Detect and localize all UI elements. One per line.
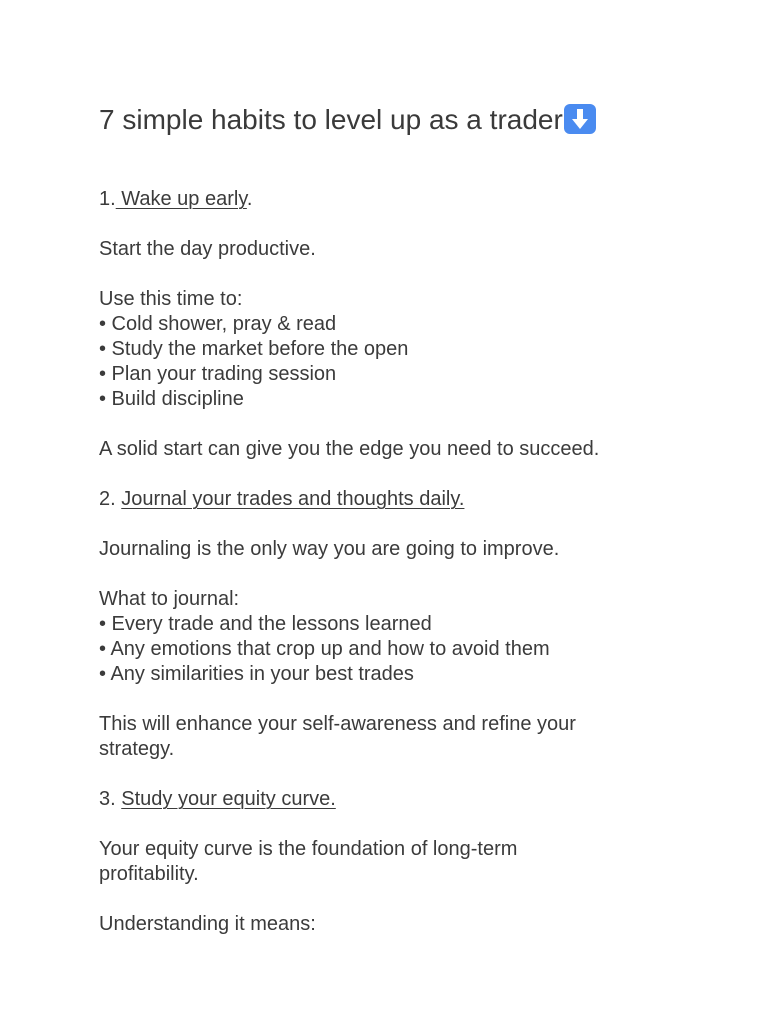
document-page <box>99 100 699 937</box>
list-item: • Plan your trading session <box>99 363 337 385</box>
section-1-heading-text: Wake up early <box>115 188 247 210</box>
section-2-closing-line-2: strategy. <box>99 738 175 760</box>
list-item: • Any emotions that crop up and how to avoid them <box>99 638 550 660</box>
section-3-intro-line-1: Your equity curve is the foundation of long-term <box>99 838 518 860</box>
list-item: • Build discipline <box>99 388 244 410</box>
section-1-closing: A solid start can give you the edge you need to succeed. <box>99 438 600 460</box>
section-2-intro: Journaling is the only way you are going to improve. <box>99 538 560 560</box>
title-text: 7 simple habits to level up as a trader <box>99 104 563 135</box>
section-1-heading-suffix: . <box>246 188 253 210</box>
section-3-intro-line-2: profitability. <box>99 863 199 885</box>
section-1-number: 1. <box>99 188 116 210</box>
section-3-heading-text: Study your equity curve. <box>121 788 336 810</box>
section-2-heading <box>99 487 699 512</box>
section-2-closing-line-1: This will enhance your self-awareness and refine your <box>99 713 576 735</box>
list-item: • Every trade and the lessons learned <box>99 613 432 635</box>
list-item: • Any similarities in your best trades <box>99 663 414 685</box>
section-2-number: 2. <box>99 488 122 510</box>
section-1-heading <box>99 187 699 212</box>
section-3-number: 3. <box>99 788 122 810</box>
section-3-heading <box>99 787 699 812</box>
section-2-list-label: What to journal: <box>99 588 240 610</box>
section-2-heading-text: Journal your trades and thoughts daily. <box>121 488 465 510</box>
section-1-list-label: Use this time to: <box>99 288 243 310</box>
list-item: • Cold shower, pray & read <box>99 313 337 335</box>
section-1-intro: Start the day productive. <box>99 238 316 260</box>
post-body <box>99 187 699 937</box>
list-item: • Study the market before the open <box>99 338 409 360</box>
down-arrow-button-icon <box>564 104 596 134</box>
section-3-list-label: Understanding it means: <box>99 913 316 935</box>
page-title <box>99 100 699 140</box>
